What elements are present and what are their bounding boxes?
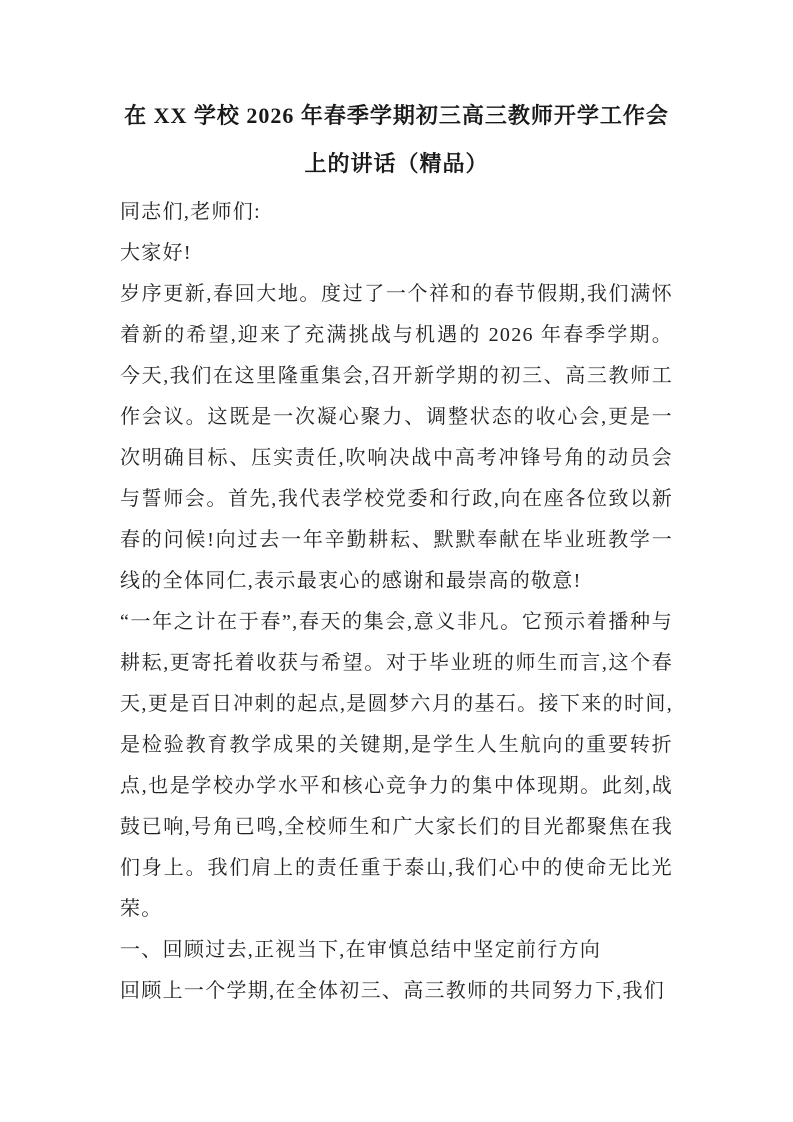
- document-title: 在 XX 学校 2026 年春季学期初三高三教师开学工作会上的讲话（精品）: [124, 103, 669, 176]
- paragraph-spring-meaning: “一年之计在于春”,春天的集会,意义非凡。它预示着播种与耕耘,更寄托着收获与希望。对于毕业班的师生而言,这个春天,更是百日冲刺的起点,是圆梦六月的基石。接下来的时间,是检验教育教学成果的关键期,是学生人生航向的重要转折点,也是学校办学水平和核心竞争力的集中体现期。此刻,战鼓已响,号角已鸣,全校师生和广大家长们的目光都聚焦在我们身上。我们肩上的责任重于泰山,我们心中的使命无比光荣。: [120, 611, 673, 920]
- document-body: [120, 192, 673, 1012]
- paragraph-opening: 岁序更新,春回大地。度过了一个祥和的春节假期,我们满怀着新的希望,迎来了充满挑战与机遇的 2026 年春季学期。今天,我们在这里隆重集会,召开新学期的初三、高三教师工作会议。这既是一次凝心聚力、调整状态的收心会,更是一次明确目标、压实责任,吹响决战中高考冲锋号角的动员会与誓师会。首先,我代表学校党委和行政,向在座各位致以新春的问候!向过去一年辛勤耕耘、默默奉献在毕业班教学一线的全体同仁,表示最衷心的感谢和最崇高的敬意!: [120, 283, 673, 592]
- paragraph-greeting: 大家好!: [120, 242, 192, 264]
- paragraph-review-semester: 回顾上一个学期,在全体初三、高三教师的共同努力下,我们: [120, 980, 666, 1002]
- paragraph-salutation: 同志们,老师们:: [120, 201, 261, 223]
- section-heading-one: 一、回顾过去,正视当下,在审慎总结中坚定前行方向: [120, 939, 602, 961]
